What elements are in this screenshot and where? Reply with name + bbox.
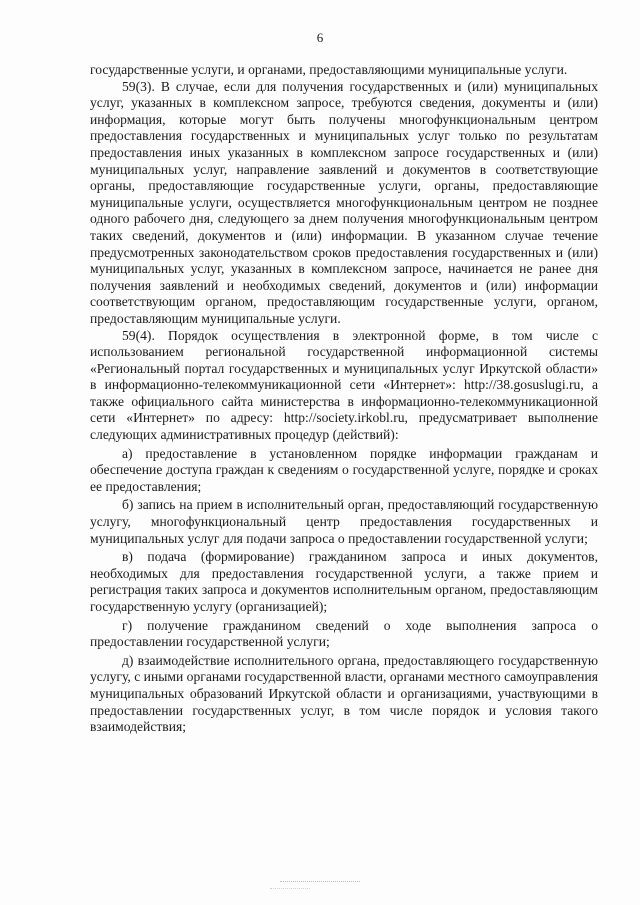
scan-artifact xyxy=(270,888,310,889)
list-item-a: а) предоставление в установленном порядке информации гражданам и обеспечение доступа граждан к сведениям о государственной услуге, порядке и сроках ее предоставления; xyxy=(90,445,598,494)
list-item-g: г) получение гражданином сведений о ходе выполнения запроса о предоставлении государственной услуги; xyxy=(90,617,598,650)
list-item-b: б) запись на прием в исполнительный орган, предоставляющий государственную услугу, многофункциональный центр предоставления государственных и муниципальных услуг для подачи запроса о предоставлении государственной услуги; xyxy=(90,497,598,546)
paragraph-59-3: 59(3). В случае, если для получения государственных и (или) муниципальных услуг, указанных в комплексном запросе, требуются сведения, документы и (или) информация, которые могут быть получены многофункциональным центром предоставления государственных и муниципальных услуг только по результатам предоставления иных указанных в комплексном запросе государственных и (или) муниципальных услуг, направление заявлений и документов в соответствующие органы, предоставляющие государственные услуги, органы, предоставляющие муниципальные услуги, осуществляется многофункциональным центром не позднее одного рабочего дня, следующего за днем получения многофункциональным центром таких сведений, документов и (или) информации. В указанном случае течение предусмотренных законодательством сроков предоставления государственных и (или) муниципальных услуг, указанных в комплексном запросе, начинается не ранее дня получения заявлений и необходимых сведений, документов и (или) информации соответствующим органом, предоставляющим государственные услуги, органом, предоставляющим муниципальные услуги. xyxy=(90,78,598,326)
document-body xyxy=(90,62,598,736)
paragraph-continuation: государственные услуги, и органами, предоставляющими муниципальные услуги. xyxy=(90,62,568,77)
paragraph-59-4: 59(4). Порядок осуществления в электронной форме, в том числе с использованием региональной государственной информационной системы «Региональный портал государственных и муниципальных услуг Иркутской области» в информационно-телекоммуникационной сети «Интернет»: http://38.gosuslugi.ru, а также официального сайта министерства в информационно-телекоммуникационной сети «Интернет» по адресу: http://society.irkobl.ru, предусматривает выполнение следующих административных процедур (действий): xyxy=(90,327,598,443)
list-item-v: в) подача (формирование) гражданином запроса и иных документов, необходимых для предоставления государственной услуги, а также прием и регистрация таких запроса и документов исполнительным органом, предоставляющим государственную услугу (организацией); xyxy=(90,549,598,614)
scan-artifact xyxy=(280,881,360,882)
list-item-d: д) взаимодействие исполнительного органа, предоставляющего государственную услугу, с иными органами государственной власти, органами местного самоуправления муниципальных образований Иркутской области и организациями, участвующими в предоставлении государственных услуг, в том числе порядок и условия такого взаимодействия; xyxy=(90,652,598,735)
page-number: 6 xyxy=(316,30,324,45)
